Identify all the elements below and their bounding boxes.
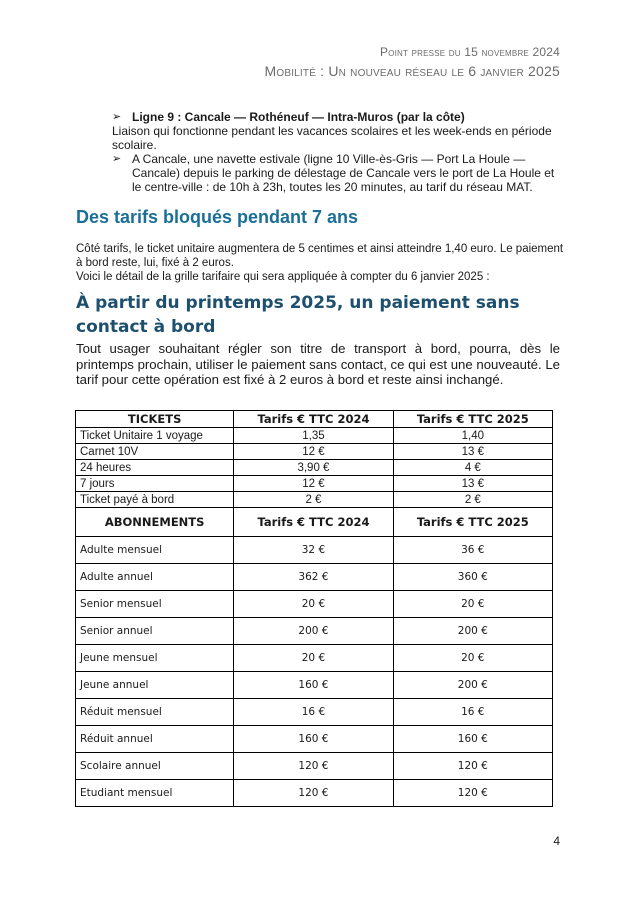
row-label-cell: 24 heures	[76, 460, 234, 476]
page-number: 4	[553, 834, 560, 848]
price-2024-cell: 3,90 €	[234, 460, 393, 476]
price-2025-cell: 2 €	[393, 492, 552, 508]
column-header: TICKETS	[76, 411, 234, 428]
row-label-cell: Jeune annuel	[76, 672, 234, 699]
table-row	[76, 476, 553, 492]
row-label-cell: Etudiant mensuel	[76, 780, 234, 807]
arrow-bullet-icon: ➢	[112, 153, 122, 165]
tickets-header-row	[76, 411, 553, 428]
row-label-cell: Scolaire annuel	[76, 753, 234, 780]
price-2024-cell: 12 €	[234, 444, 393, 460]
row-label-cell: 7 jours	[76, 476, 234, 492]
price-2025-cell: 200 €	[393, 618, 552, 645]
price-2024-cell: 16 €	[234, 699, 393, 726]
table-row	[76, 537, 553, 564]
bullet-navette	[112, 152, 562, 194]
sans-contact-paragraph: Tout usager souhaitant régler son titre de transport à bord, pourra, dès le printemps prochain, utiliser le paiement sans contact, ce qui est une nouveauté. Le tarif pour cette opération est fixé à 2 euros à bord et reste ainsi inchangé.	[76, 341, 560, 387]
table-row	[76, 428, 553, 444]
row-label-cell: Carnet 10V	[76, 444, 234, 460]
price-2025-cell: 1,40	[393, 428, 552, 444]
row-label-cell: Jeune mensuel	[76, 645, 234, 672]
price-2025-cell: 16 €	[393, 699, 552, 726]
row-label-cell: Adulte annuel	[76, 564, 234, 591]
table-row	[76, 564, 553, 591]
column-header: Tarifs € TTC 2025	[393, 508, 552, 537]
price-2025-cell: 120 €	[393, 780, 552, 807]
table-row	[76, 672, 553, 699]
table-row	[76, 726, 553, 753]
price-2025-cell: 160 €	[393, 726, 552, 753]
header-document-title: Mobilité : Un nouveau réseau le 6 janvier 2025	[264, 63, 560, 79]
column-header: ABONNEMENTS	[76, 508, 234, 537]
price-2024-cell: 2 €	[234, 492, 393, 508]
price-2024-cell: 160 €	[234, 672, 393, 699]
line-9-title: Ligne 9 : Cancale — Rothéneuf — Intra-Muros (par la côte)	[132, 110, 465, 124]
table-row	[76, 780, 553, 807]
price-2025-cell: 13 €	[393, 444, 552, 460]
arrow-bullet-icon: ➢	[112, 111, 122, 123]
price-2024-cell: 120 €	[234, 753, 393, 780]
column-header: Tarifs € TTC 2025	[393, 411, 552, 428]
price-2024-cell: 32 €	[234, 537, 393, 564]
price-2024-cell: 200 €	[234, 618, 393, 645]
table-row	[76, 492, 553, 508]
header-press-date: Point presse du 15 novembre 2024	[379, 45, 560, 59]
column-header: Tarifs € TTC 2024	[234, 508, 393, 537]
section-title: Des tarifs bloqués pendant 7 ans	[76, 207, 359, 227]
price-2024-cell: 12 €	[234, 476, 393, 492]
bullet-line-9	[112, 110, 562, 124]
row-label-cell: Ticket Unitaire 1 voyage	[76, 428, 234, 444]
tarifs-table	[75, 410, 553, 807]
table-row	[76, 460, 553, 476]
abonnements-header-row	[76, 508, 553, 537]
row-label-cell: Réduit annuel	[76, 726, 234, 753]
line-9-description: Liaison qui fonctionne pendant les vacances scolaires et les week-ends en période scolaire.	[112, 124, 552, 152]
tarifs-paragraph: Côté tarifs, le ticket unitaire augmentera de 5 centimes et ainsi atteindre 1,40 euro. Le paiement à bord reste, lui, fixé à 2 euros.	[76, 243, 564, 269]
row-label-cell: Senior mensuel	[76, 591, 234, 618]
table-row	[76, 591, 553, 618]
table-row	[76, 444, 553, 460]
column-header: Tarifs € TTC 2024	[234, 411, 393, 428]
row-label-cell: Senior annuel	[76, 618, 234, 645]
table-row	[76, 753, 553, 780]
price-2024-cell: 20 €	[234, 591, 393, 618]
price-2024-cell: 362 €	[234, 564, 393, 591]
price-2025-cell: 20 €	[393, 591, 552, 618]
row-label-cell: Réduit mensuel	[76, 699, 234, 726]
navette-description: A Cancale, une navette estivale (ligne 10 Ville-ès-Gris — Port La Houle — Cancale) depuis le parking de délestage de Cancale vers le port de La Houle et le centre-ville : de 10h à 23h, toutes les 20 minutes, au tarif du réseau MAT.	[132, 152, 555, 194]
row-label-cell: Adulte mensuel	[76, 537, 234, 564]
price-2025-cell: 120 €	[393, 753, 552, 780]
price-2025-cell: 200 €	[393, 672, 552, 699]
table-row	[76, 618, 553, 645]
price-2025-cell: 360 €	[393, 564, 552, 591]
price-2025-cell: 4 €	[393, 460, 552, 476]
table-row	[76, 699, 553, 726]
bullet-list	[112, 110, 562, 194]
price-2024-cell: 20 €	[234, 645, 393, 672]
price-2025-cell: 36 €	[393, 537, 552, 564]
price-2024-cell: 120 €	[234, 780, 393, 807]
table-row	[76, 645, 553, 672]
price-2024-cell: 160 €	[234, 726, 393, 753]
price-2025-cell: 20 €	[393, 645, 552, 672]
grille-intro-paragraph: Voici le détail de la grille tarifaire qui sera appliquée à compter du 6 janvier 2025 :	[76, 271, 490, 283]
subsection-title: À partir du printemps 2025, un paiement sans contact à bord	[76, 293, 520, 337]
price-2024-cell: 1,35	[234, 428, 393, 444]
price-2025-cell: 13 €	[393, 476, 552, 492]
row-label-cell: Ticket payé à bord	[76, 492, 234, 508]
